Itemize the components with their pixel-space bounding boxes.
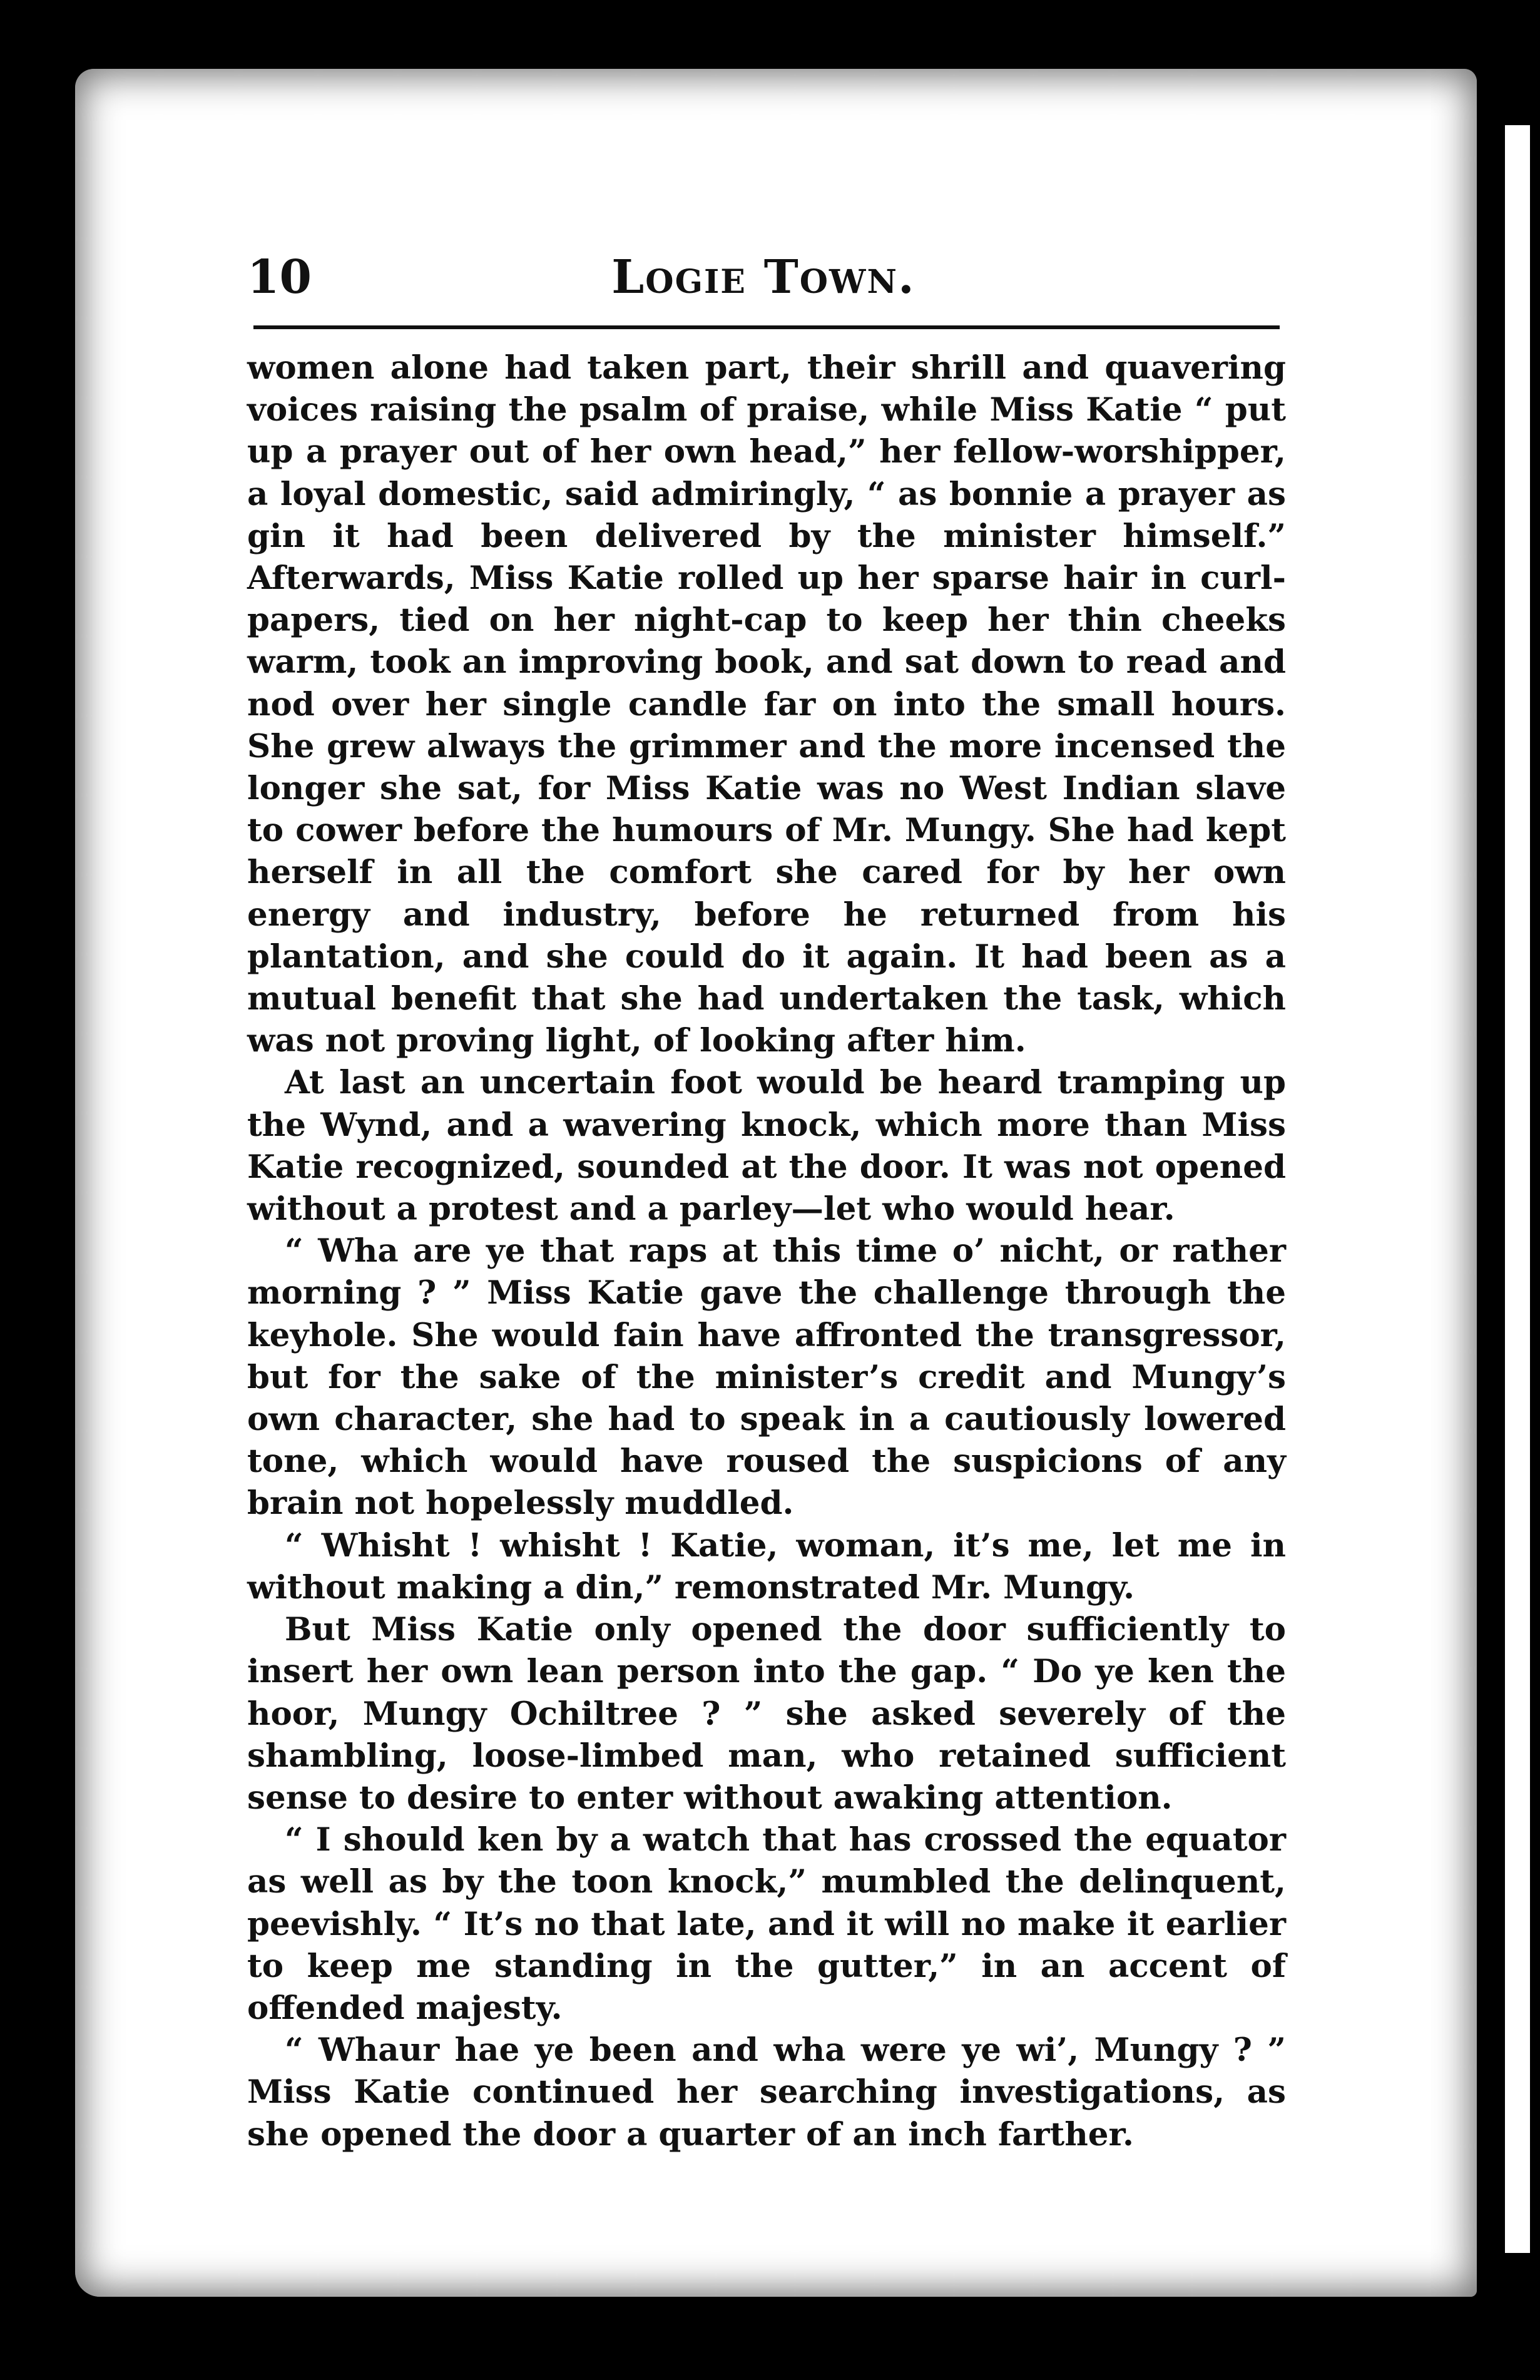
paragraph: But Miss Katie only opened the door sufficiently to insert her own lean person into the gap. “ Do ye ken the hoor, Mungy Ochiltree ? ” she asked severely of the shambling, loose-limbed man, who retained sufficient sense to desire to enter without awaking attention. [247,1611,1286,1817]
paragraph: At last an uncertain foot would be heard tramping up the Wynd, and a wavering knock, which more than Miss Katie recognized, sounded at the door. It was not opened without a protest and a parley—let who would hear. [247,1064,1286,1228]
paragraph: “ I should ken by a watch that has crossed the equator as well as by the toon knock,” mumbled the delinquent, peevishly. “ It’s no that late, and it will no make it earlier to keep me standing in the gutter,” in an accent of offended majesty. [247,1821,1286,2027]
page-number: 10 [247,250,312,304]
paragraph: “ Whaur hae ye been and wha were ye wi’, Mungy ? ” Miss Katie continued her searching investigations, as she opened the door a quarter of an inch farther. [247,2031,1286,2153]
page-header [247,250,1280,319]
body-text [247,347,1286,2156]
header-rule [253,325,1280,329]
paragraph: “ Wha are ye that raps at this time o’ nicht, or rather morning ? ” Miss Katie gave the challenge through the keyhole. She would fain have affronted the transgressor, but for the sake of the minister’s credit and Mungy’s own character, she had to speak in a cautiously lowered tone, which would have roused the suspicions of any brain not hopelessly muddled. [247,1232,1286,1523]
paragraph: “ Whisht ! whisht ! Katie, woman, it’s me, let me in without making a din,” remonstrated Mr. Mungy. [247,1526,1286,1606]
paragraph: women alone had taken part, their shrill and quavering voices raising the psalm of praise, while Miss Katie “ put up a prayer out of her own head,” her fellow-worshipper, a loyal domestic, said admiringly, “ as bonnie a prayer as gin it had been delivered by the minister himself.” Afterwards, Miss Katie rolled up her sparse hair in curl-papers, tied on her night-cap to keep her thin cheeks warm, took an improving book, and sat down to read and nod over her single candle far on into the small hours. She grew always the grimmer and the more incensed the longer she sat, for Miss Katie was no West Indian slave to cower before the humours of Mr. Mungy. She had kept herself in all the comfort she cared for by her own energy and industry, before he returned from his plantation, and she could do it again. It had been as a mutual benefit that she had undertaken the task, which was not proving light, of looking after him. [247,349,1286,1060]
running-title: Logie Town. [611,250,915,304]
adjacent-page-edge [1505,125,1530,2253]
